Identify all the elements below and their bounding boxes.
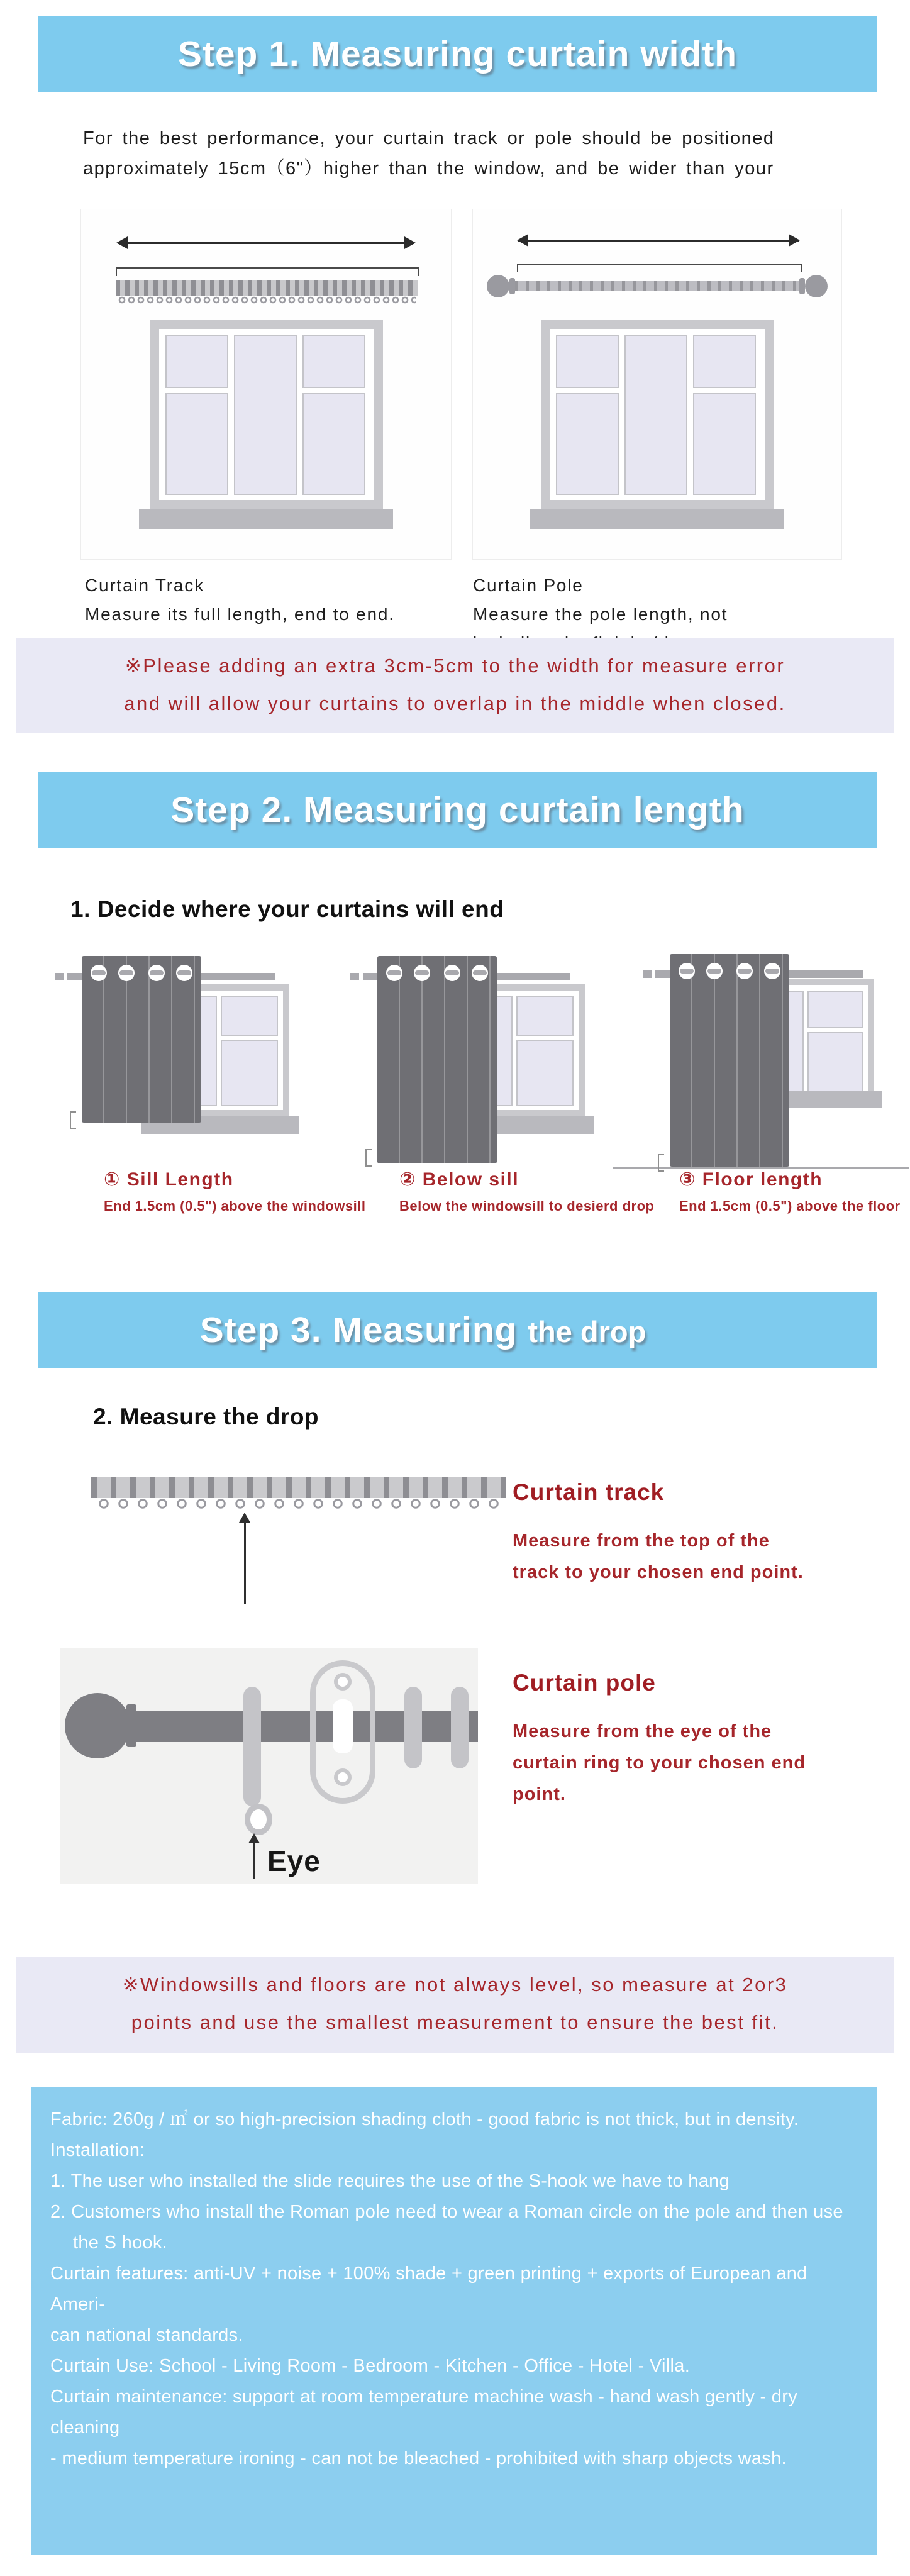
- grommet: [736, 963, 753, 979]
- track-caption: [85, 571, 450, 629]
- intro-line: For the best performance, your curtain track or pole should be positioned: [83, 128, 775, 148]
- measure-bracket-icon: [517, 264, 802, 272]
- step1-header-band: [38, 16, 877, 92]
- window-pane: [516, 996, 574, 1036]
- option-detail: End 1.5cm (0.5") above the floor: [679, 1198, 901, 1214]
- bracket-slot-graphic: [333, 1699, 353, 1753]
- note-line: ※Please adding an extra 3cm-5cm to the width for measure error: [125, 655, 785, 677]
- track-heading: Curtain track: [513, 1479, 665, 1505]
- curtain-track-graphic: [91, 1477, 506, 1498]
- grommet: [679, 963, 695, 979]
- grommet: [176, 965, 192, 981]
- curtain-pole-diagram: [472, 209, 842, 560]
- grommet: [148, 965, 165, 981]
- footer-line: Fabric: 260g / ㎡ or so high-precision shading cloth - good fabric is not thick, but in density.: [50, 2109, 799, 2129]
- track-hooks-graphic: [118, 296, 416, 304]
- pole-caption-title: Curtain Pole: [473, 575, 584, 595]
- pole-instructions: [513, 1716, 890, 1810]
- window-pane: [624, 335, 687, 495]
- finial-neck-icon: [799, 278, 805, 294]
- curtain-ring-graphic: [451, 1687, 469, 1768]
- footer-line: 2. Customers who install the Roman pole need to wear a Roman circle on the pole and then use: [50, 2202, 843, 2222]
- option-label: ③ Floor length: [679, 1169, 823, 1190]
- measure-corner-icon: [658, 1154, 664, 1172]
- curtain-pole-graphic: [515, 281, 799, 291]
- finial-icon: [805, 275, 828, 297]
- window-pane: [556, 335, 619, 388]
- track-caption-title: Curtain Track: [85, 575, 204, 595]
- window-pane: [221, 996, 278, 1036]
- step3-title-main: Step 3. Measuring: [199, 1310, 518, 1350]
- footer-line: Curtain Use: School - Living Room - Bedroom - Kitchen - Office - Hotel - Villa.: [50, 2356, 691, 2376]
- window-pane: [693, 335, 756, 388]
- step3-subtitle: 2. Measure the drop: [93, 1404, 319, 1430]
- track-instruction-line: track to your chosen end point.: [513, 1562, 804, 1582]
- step2-header-band: [38, 772, 877, 848]
- step2-subtitle: 1. Decide where your curtains will end: [70, 896, 504, 922]
- window-graphic: [541, 320, 774, 509]
- track-instructions: [513, 1525, 865, 1588]
- sill-length-scene: [53, 947, 305, 1173]
- screw-icon: [334, 1768, 352, 1786]
- drop-note-box: [16, 1957, 894, 2053]
- step3-title: [200, 1309, 646, 1351]
- grommet: [386, 965, 402, 981]
- curtain-ring-graphic: [404, 1687, 422, 1768]
- option-detail: End 1.5cm (0.5") above the windowsill: [104, 1198, 366, 1214]
- curtain-pole-graphic: [134, 1711, 478, 1742]
- drop-arrow-icon: [244, 1522, 246, 1604]
- option-label: ① Sill Length: [104, 1169, 234, 1190]
- step2-title: Step 2. Measuring curtain length: [170, 790, 745, 830]
- eye-arrow-icon: [253, 1843, 255, 1879]
- screw-icon: [334, 1673, 352, 1690]
- pole-heading: Curtain pole: [513, 1670, 656, 1696]
- measure-corner-icon: [70, 1111, 76, 1129]
- window-pane: [221, 1040, 278, 1106]
- grommet: [414, 965, 430, 981]
- grommet: [444, 965, 460, 981]
- grommet: [706, 963, 723, 979]
- grommet: [472, 965, 488, 981]
- footer-line: 1. The user who installed the slide requires the use of the S-hook we have to hang: [50, 2171, 730, 2191]
- eye-label: Eye: [267, 1845, 321, 1877]
- window-pane: [693, 393, 756, 495]
- curtain-graphic: [377, 956, 497, 1163]
- floor-length-scene: [641, 947, 893, 1173]
- track-caption-body: Measure its full length, end to end.: [85, 604, 395, 624]
- below-sill-scene: [349, 947, 601, 1173]
- window-pane: [165, 335, 228, 388]
- measure-corner-icon: [365, 1149, 372, 1167]
- product-details-box: [31, 2087, 877, 2555]
- footer-line: Installation:: [50, 2140, 145, 2160]
- pole-instruction-line: Measure from the eye of the: [513, 1721, 772, 1741]
- footer-line: Curtain features: anti-UV + noise + 100% shade + green printing + exports of European and Ameri-: [50, 2263, 807, 2314]
- pole-stub-icon: [350, 973, 359, 980]
- curtain-track-diagram: [80, 209, 452, 560]
- finial-icon: [65, 1693, 130, 1758]
- footer-line: can national standards.: [50, 2325, 243, 2345]
- step3-header-band: [38, 1292, 877, 1368]
- curtain-ring-graphic: [243, 1687, 261, 1806]
- finial-icon: [487, 275, 509, 297]
- curtain-track-graphic: [116, 280, 418, 296]
- track-hooks-graphic: [94, 1498, 504, 1511]
- window-pane: [807, 991, 863, 1028]
- option-label: ② Below sill: [399, 1169, 519, 1190]
- window-pane: [302, 393, 365, 495]
- window-pane: [516, 1040, 574, 1106]
- note-line: points and use the smallest measurement to ensure the best fit.: [131, 2011, 779, 2033]
- width-arrow-icon: [518, 240, 799, 242]
- grommet: [118, 965, 135, 981]
- footer-line: Curtain maintenance: support at room temperature machine wash - hand wash gently - dry cleaning: [50, 2387, 797, 2438]
- finial-neck-icon: [509, 278, 515, 294]
- step1-intro: [83, 123, 857, 184]
- note-line: ※Windowsills and floors are not always level, so measure at 2or3: [122, 1974, 788, 1996]
- step3-title-sub: the drop: [528, 1315, 646, 1348]
- window-pane: [234, 335, 297, 495]
- curtain-pole-panel: [60, 1648, 478, 1884]
- intro-line: approximately 15cm（6"）higher than the window, and be wider than your: [83, 158, 774, 179]
- window-graphic: [150, 320, 383, 509]
- track-instruction-line: Measure from the top of the: [513, 1531, 770, 1551]
- step1-title: Step 1. Measuring curtain width: [177, 34, 738, 74]
- width-note-box: [16, 638, 894, 733]
- window-pane: [807, 1032, 863, 1094]
- ring-eye-icon: [245, 1804, 272, 1835]
- pole-stub-icon: [55, 973, 64, 980]
- grommet: [91, 965, 107, 981]
- window-pane: [302, 335, 365, 388]
- width-arrow-icon: [118, 242, 414, 244]
- curtain-graphic: [670, 954, 789, 1167]
- grommet: [764, 963, 780, 979]
- window-pane: [165, 393, 228, 495]
- windowsill-graphic: [530, 509, 784, 529]
- window-pane: [556, 393, 619, 495]
- note-line: and will allow your curtains to overlap in the middle when closed.: [124, 692, 786, 714]
- finial-neck-icon: [126, 1704, 136, 1747]
- pole-instruction-line: curtain ring to your chosen end: [513, 1753, 806, 1773]
- footer-line: - medium temperature ironing - can not be bleached - prohibited with sharp objects wash.: [50, 2448, 787, 2468]
- pole-caption-line: Measure the pole length, not: [473, 604, 728, 624]
- footer-line: the S hook.: [73, 2233, 168, 2253]
- pole-stub-icon: [643, 970, 652, 978]
- option-detail: Below the windowsill to desierd drop: [399, 1198, 655, 1214]
- windowsill-graphic: [139, 509, 393, 529]
- curtain-graphic: [82, 956, 201, 1123]
- pole-instruction-line: point.: [513, 1784, 566, 1804]
- measure-bracket-icon: [116, 267, 419, 276]
